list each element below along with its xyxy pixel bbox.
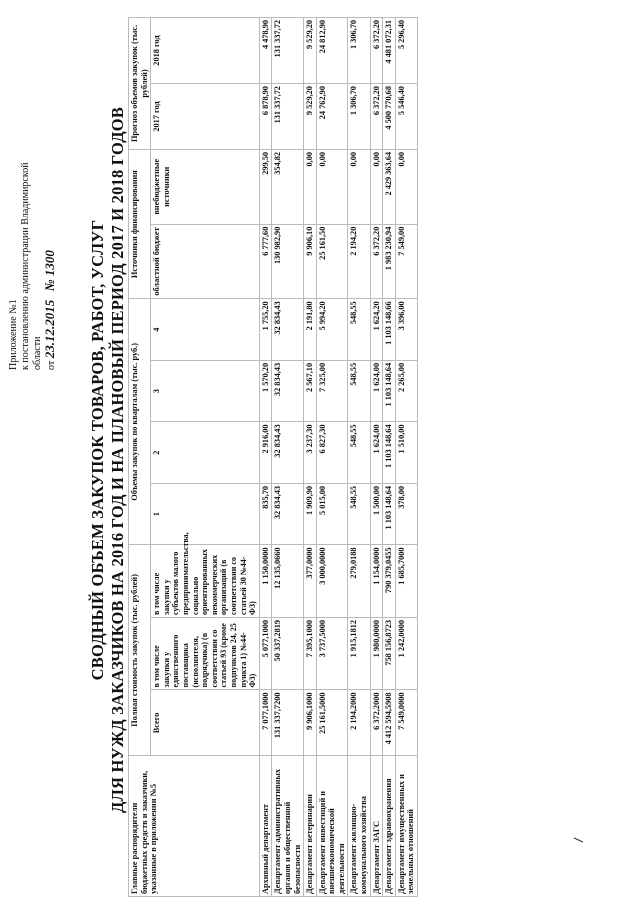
cell-2018: 9 529,20 [304, 18, 317, 84]
cell-smp: 790 379,0455 [383, 545, 396, 618]
cell-offbudget: 0,00 [395, 149, 417, 224]
appendix-date-line [44, 40, 58, 370]
cell-q2: 548,55 [348, 422, 370, 484]
cell-total: 131 337,7200 [272, 690, 304, 756]
cell-q2: 2 916,00 [259, 422, 272, 484]
row-name: Департамент административных органов и общественной безопасности [272, 756, 304, 897]
cell-q2: 1 624,00 [370, 422, 383, 484]
cell-regional: 6 372,20 [370, 224, 383, 299]
cell-single: 1 915,1812 [348, 617, 370, 690]
header-regional: областной бюджет [151, 224, 260, 299]
cell-2018: 4 481 072,31 [383, 18, 396, 84]
cell-q3: 1 103 148,64 [383, 360, 396, 422]
header-managers: Главные распорядители бюджетных средств и заказчики, указанные в приложении №5 [129, 756, 260, 897]
cell-2018: 24 812,90 [316, 18, 348, 84]
cell-smp: 1 150,0000 [259, 545, 272, 618]
cell-single: 5 077,1000 [259, 617, 272, 690]
table-row [370, 18, 383, 897]
cell-single: 1 980,0000 [370, 617, 383, 690]
header-full-cost: Полная стоимость закупок (тыс. рублей) [129, 545, 151, 756]
document-title-line1: СВОДНЫЙ ОБЪЕМ ЗАКУПОК ТОВАРОВ, РАБОТ, УСЛУГ [88, 219, 107, 681]
cell-q4: 3 396,00 [395, 299, 417, 361]
header-total: Всего [151, 690, 260, 756]
cell-q2: 6 827,30 [316, 422, 348, 484]
cell-q2: 32 834,43 [272, 422, 304, 484]
table-row [272, 18, 304, 897]
cell-2018: 131 337,72 [272, 18, 304, 84]
cell-q1: 32 834,43 [272, 483, 304, 545]
cell-smp: 1 685,7000 [395, 545, 417, 618]
cell-offbudget: 354,82 [272, 149, 304, 224]
cell-q4: 5 994,20 [316, 299, 348, 361]
cell-offbudget: 0,00 [370, 149, 383, 224]
header-q2: 2 [151, 422, 260, 484]
header-2018: 2018 год [151, 18, 260, 84]
table-row [316, 18, 348, 897]
cell-single: 7 395,1000 [304, 617, 317, 690]
header-quarterly: Объемы закупок по кварталам (тыс. руб.) [129, 299, 151, 545]
table-row [259, 18, 272, 897]
cell-total: 6 372,2000 [370, 690, 383, 756]
row-name: Департамент ЗАГС [370, 756, 383, 897]
cell-q3: 7 325,00 [316, 360, 348, 422]
appendix-line2: к постановлению администрации Владимирской [20, 162, 31, 370]
cell-smp: 377,0000 [304, 545, 317, 618]
cell-regional: 25 161,50 [316, 224, 348, 299]
row-name: Департамент инвестиций и внешнеэкономической деятельности [316, 756, 348, 897]
cell-offbudget: 0,00 [316, 149, 348, 224]
cell-offbudget: 0,00 [304, 149, 317, 224]
cell-q4: 2 191,80 [304, 299, 317, 361]
cell-offbudget: 2 429 363,64 [383, 149, 396, 224]
header-row-1 [129, 18, 151, 897]
cell-total: 7 549,0000 [395, 690, 417, 756]
cell-2018: 1 306,70 [348, 18, 370, 84]
cell-q1: 1 103 148,64 [383, 483, 396, 545]
header-sources: Источники финансирования [129, 149, 151, 298]
date-prefix: от [46, 360, 57, 370]
cell-smp: 12 135,0660 [272, 545, 304, 618]
cell-offbudget: 0,00 [348, 149, 370, 224]
row-name: Департамент имущественных и земельных отношений [395, 756, 417, 897]
header-q3: 3 [151, 360, 260, 422]
header-offbudget: внебюджетные источники [151, 149, 260, 224]
cell-q3: 32 834,43 [272, 360, 304, 422]
header-q1: 1 [151, 483, 260, 545]
table-row [348, 18, 370, 897]
cell-q1: 378,00 [395, 483, 417, 545]
cell-2017: 6 372,20 [370, 84, 383, 150]
cell-regional: 9 906,10 [304, 224, 317, 299]
header-smp: в том числе закупки у субъектов малого предпринимательства, социально ориентированных некоммерческих организаций (в соответствии со статьей 30 №44-ФЗ) [151, 545, 260, 618]
appendix-line1: Приложение №1 [8, 299, 19, 370]
document-title-line2: ДЛЯ НУЖД ЗАКАЗЧИКОВ НА 2016 ГОД И НА ПЛАНОВЫЙ ПЕРИОД 2017 И 2018 ГОДОВ [108, 106, 127, 814]
cell-regional: 7 549,00 [395, 224, 417, 299]
cell-q3: 548,55 [348, 360, 370, 422]
appendix-block [8, 40, 58, 370]
pen-mark [574, 837, 583, 842]
cell-2017: 9 529,20 [304, 84, 317, 150]
cell-single: 1 242,0000 [395, 617, 417, 690]
cell-2017: 6 878,90 [259, 84, 272, 150]
cell-2018: 6 372,20 [370, 18, 383, 84]
cell-2017: 4 500 770,68 [383, 84, 396, 150]
header-single-supplier: в том числе закупки у единственного поставщика (исполнителя, подрядчика) (в соответствии со статьей 93 (кроме подпунктов 24, 25 пункта 1) №44-ФЗ) [151, 617, 260, 690]
cell-offbudget: 299,50 [259, 149, 272, 224]
table-row [304, 18, 317, 897]
cell-q3: 2 265,00 [395, 360, 417, 422]
cell-q4: 1 755,20 [259, 299, 272, 361]
cell-total: 25 161,5000 [316, 690, 348, 756]
cell-q3: 1 624,00 [370, 360, 383, 422]
cell-q1: 1 500,00 [370, 483, 383, 545]
cell-q4: 548,55 [348, 299, 370, 361]
cell-2018: 4 478,90 [259, 18, 272, 84]
row-name: Департамент ветеринарии [304, 756, 317, 897]
cell-total: 4 412 594,5908 [383, 690, 396, 756]
cell-q3: 1 570,20 [259, 360, 272, 422]
cell-q2: 3 237,30 [304, 422, 317, 484]
row-name: Архивный департамент [259, 756, 272, 897]
cell-smp: 279,0188 [348, 545, 370, 618]
cell-single: 3 737,5000 [316, 617, 348, 690]
cell-smp: 3 000,0000 [316, 545, 348, 618]
cell-total: 7 077,1000 [259, 690, 272, 756]
cell-2018: 5 296,40 [395, 18, 417, 84]
cell-2017: 5 546,40 [395, 84, 417, 150]
table-row [383, 18, 396, 897]
cell-total: 9 906,1000 [304, 690, 317, 756]
cell-single: 50 337,2819 [272, 617, 304, 690]
cell-smp: 1 154,0000 [370, 545, 383, 618]
cell-regional: 1 983 230,94 [383, 224, 396, 299]
row-name: Департамент здравоохранения [383, 756, 396, 897]
row-name: Департамент жилищно-коммунального хозяйства [348, 756, 370, 897]
cell-q1: 548,55 [348, 483, 370, 545]
cell-2017: 24 762,90 [316, 84, 348, 150]
appendix-line3: области [32, 336, 43, 370]
cell-total: 2 194,2000 [348, 690, 370, 756]
cell-regional: 6 777,60 [259, 224, 272, 299]
header-q4: 4 [151, 299, 260, 361]
cell-q2: 1 103 148,64 [383, 422, 396, 484]
procurement-table [128, 17, 418, 897]
cell-single: 758 156,8723 [383, 617, 396, 690]
cell-q2: 1 510,00 [395, 422, 417, 484]
cell-2017: 1 306,70 [348, 84, 370, 150]
cell-q4: 1 624,20 [370, 299, 383, 361]
header-2017: 2017 год [151, 84, 260, 150]
cell-q4: 1 103 148,66 [383, 299, 396, 361]
document-date: 23.12.2015 [42, 299, 57, 359]
cell-q1: 1 909,90 [304, 483, 317, 545]
cell-regional: 130 982,90 [272, 224, 304, 299]
document-number: № 1300 [42, 250, 57, 292]
cell-q4: 32 834,43 [272, 299, 304, 361]
cell-2017: 131 337,72 [272, 84, 304, 150]
cell-q1: 5 015,00 [316, 483, 348, 545]
cell-q3: 2 567,10 [304, 360, 317, 422]
cell-regional: 2 194,20 [348, 224, 370, 299]
header-forecast: Прогноз объемов закупок (тыс. рублей) [129, 18, 151, 150]
cell-q1: 835,70 [259, 483, 272, 545]
table-row [395, 18, 417, 897]
